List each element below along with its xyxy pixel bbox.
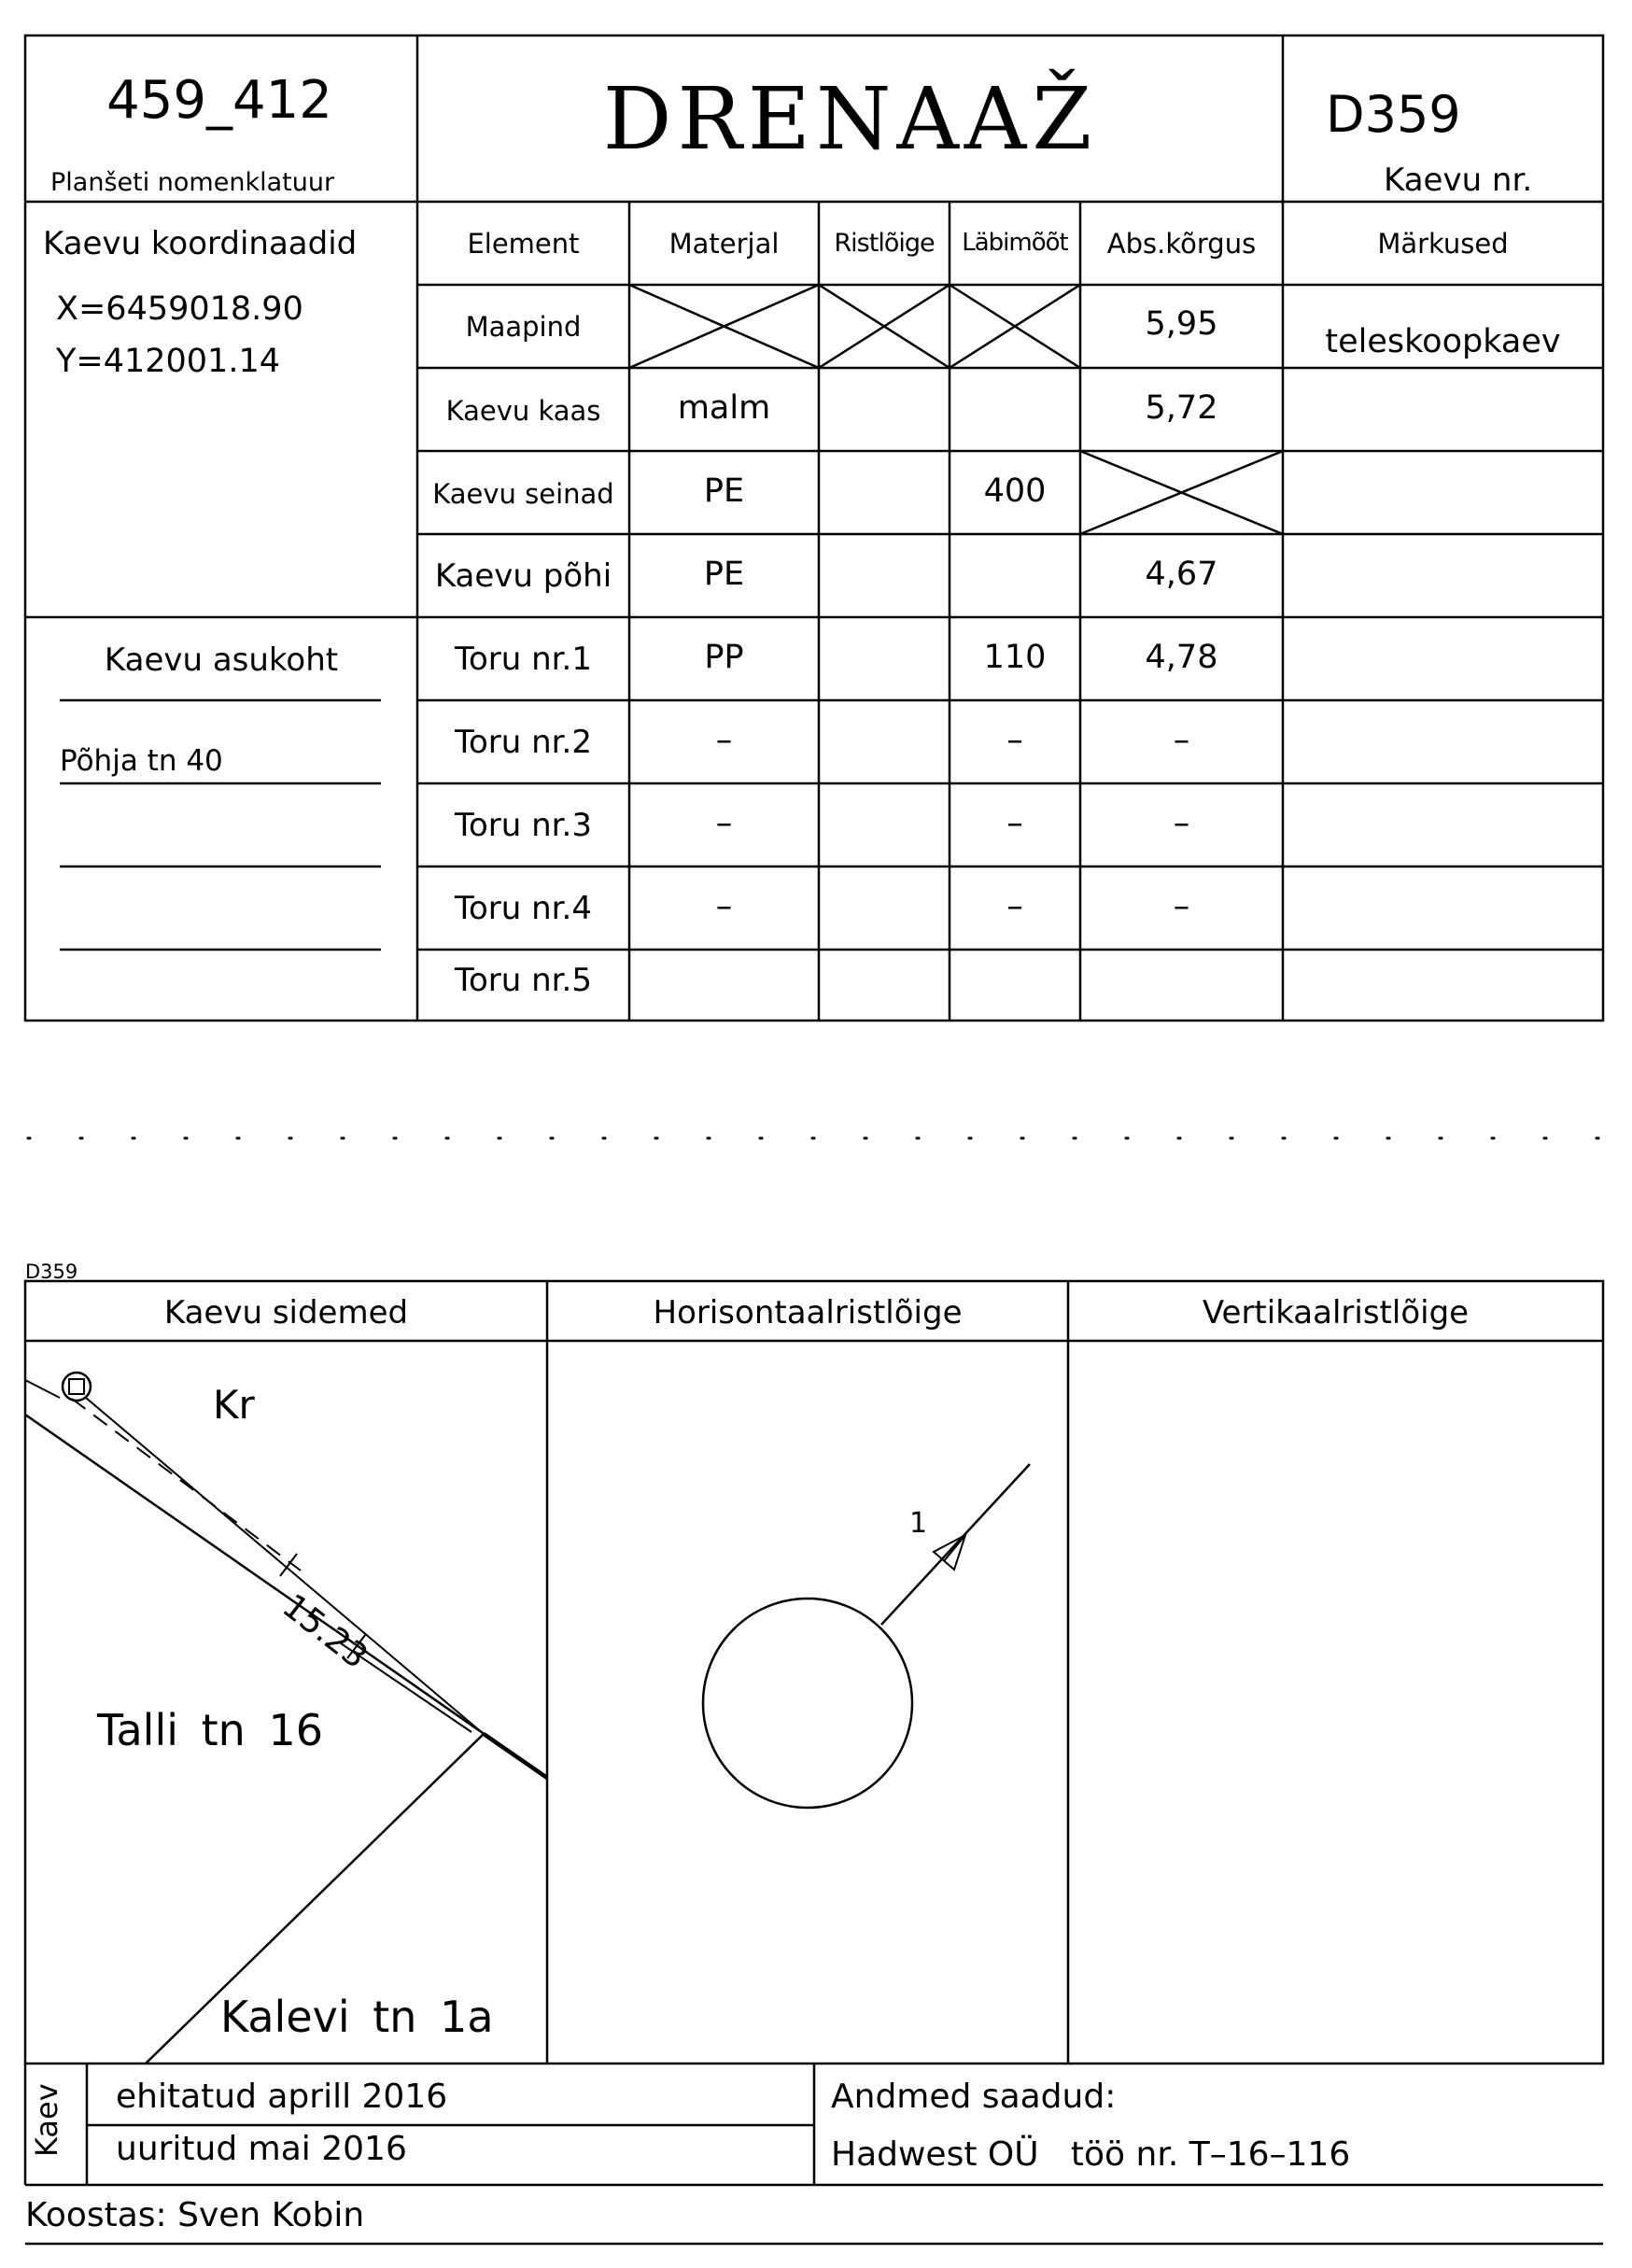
surveyed-date: uuritud mai 2016: [116, 2130, 407, 2168]
sheet-number: 459_412: [106, 70, 332, 131]
row-toru5-element: Toru nr.5: [455, 962, 592, 999]
distance-label: 15.23: [274, 1586, 375, 1677]
row-maapind-element: Maapind: [465, 311, 582, 343]
card-title: DRENAAŽ: [602, 69, 1098, 169]
author: Koostas: Sven Kobin: [25, 2196, 365, 2234]
col-header-labimoot: Läbimõõt: [962, 229, 1068, 257]
row-pohi-materjal: PE: [703, 556, 745, 593]
built-date: ehitatud aprill 2016: [116, 2078, 448, 2116]
row-toru1-element: Toru nr.1: [455, 641, 592, 678]
row-kaas-abs: 5,72: [1145, 389, 1218, 427]
coordinates-label: Kaevu koordinaadid: [43, 225, 358, 262]
footer-side-label: Kaev: [29, 2083, 64, 2157]
row-maapind-abs: 5,95: [1145, 305, 1218, 343]
row-toru1-abs: 4,78: [1145, 639, 1218, 676]
well-id: D359: [1326, 85, 1461, 144]
sketch-well-id: D359: [25, 1261, 78, 1283]
row-seinad-element: Kaevu seinad: [432, 478, 614, 510]
row-toru4-abs: –: [1173, 888, 1190, 925]
data-source-label: Andmed saadud:: [831, 2078, 1117, 2116]
row-toru2-element: Toru nr.2: [455, 724, 592, 761]
sheet-label: Planšeti nomenklatuur: [50, 168, 335, 197]
row-seinad-materjal: PE: [703, 472, 745, 510]
row-maapind-markused: teleskoopkaev: [1325, 323, 1561, 360]
col-header-abs-korgus: Abs.kõrgus: [1106, 228, 1257, 260]
coordinate-y: Y=412001.14: [56, 343, 280, 380]
col-header-ristloige: Ristlõige: [834, 229, 935, 258]
row-toru4-element: Toru nr.4: [455, 890, 592, 927]
row-toru2-labimoot: –: [1006, 722, 1023, 759]
kr-label: Kr: [213, 1382, 255, 1428]
row-toru3-labimoot: –: [1006, 805, 1023, 842]
row-toru2-materjal: –: [715, 722, 733, 759]
row-pohi-element: Kaevu põhi: [434, 557, 612, 595]
location-label: Kaevu asukoht: [104, 641, 339, 679]
location-line: Põhja tn 40: [60, 744, 223, 778]
row-toru2-abs: –: [1173, 722, 1190, 759]
row-toru1-materjal: PP: [704, 639, 744, 676]
row-toru3-abs: –: [1173, 805, 1190, 842]
panel-title-vertikaal: Vertikaalristlõige: [1202, 1294, 1470, 1331]
street-label-kalevi: Kalevi tn 1a: [220, 1992, 494, 2042]
row-pohi-abs: 4,67: [1145, 556, 1218, 593]
row-kaas-materjal: malm: [677, 389, 771, 427]
street-label-talli: Talli tn 16: [97, 1705, 323, 1755]
row-toru4-materjal: –: [715, 888, 733, 925]
col-header-markused: Märkused: [1377, 228, 1509, 260]
row-kaas-element: Kaevu kaas: [445, 395, 601, 427]
pipe-number-label: 1: [909, 1507, 928, 1540]
col-header-element: Element: [467, 228, 580, 260]
coordinate-x: X=6459018.90: [56, 290, 303, 328]
row-toru3-element: Toru nr.3: [455, 807, 592, 844]
row-toru1-labimoot: 110: [983, 639, 1047, 676]
col-header-materjal: Materjal: [668, 228, 780, 260]
row-seinad-labimoot: 400: [983, 472, 1047, 510]
data-source: Hadwest OÜ töö nr. T–16–116: [831, 2135, 1351, 2174]
well-label: Kaevu nr.: [1384, 162, 1533, 199]
well-plan-circle: [703, 1599, 912, 1808]
row-toru4-labimoot: –: [1006, 888, 1023, 925]
panel-title-horisontaal: Horisontaalristlõige: [653, 1294, 963, 1331]
panel-title-sidemed: Kaevu sidemed: [163, 1294, 409, 1331]
row-toru3-materjal: –: [715, 805, 733, 842]
sketch-frame: [25, 1281, 1603, 2064]
